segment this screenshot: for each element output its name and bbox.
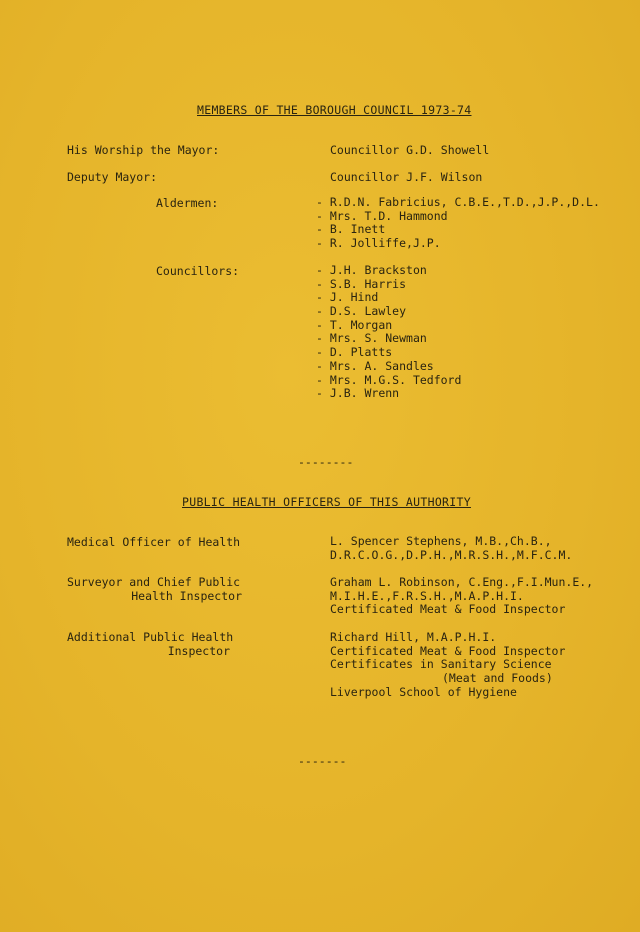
list-item: - Mrs. A. Sandles <box>316 360 461 374</box>
list-item: - J.B. Wrenn <box>316 387 461 401</box>
additional-inspector-details <box>330 631 565 699</box>
detail-line: Richard Hill, M.A.P.H.I. <box>330 630 497 644</box>
list-item: - T. Morgan <box>316 319 461 333</box>
detail-line: L. Spencer Stephens, M.B.,Ch.B., <box>330 534 552 548</box>
moh-details <box>330 535 572 562</box>
list-item: - Mrs. T.D. Hammond <box>316 210 600 224</box>
detail-line: Graham L. Robinson, C.Eng.,F.I.Mun.E., <box>330 575 594 589</box>
detail-line: (Meat and Foods) <box>442 671 553 686</box>
list-item: - R. Jolliffe,J.P. <box>316 237 600 251</box>
section-divider: ------- <box>298 754 347 768</box>
councillors-label: Councillors: <box>156 264 240 278</box>
label-line: Health Inspector <box>131 588 242 603</box>
detail-line: Certificated Meat & Food Inspector <box>330 643 566 658</box>
list-item: - J. Hind <box>316 291 461 305</box>
surveyor-details <box>330 576 593 617</box>
list-item: - Mrs. M.G.S. Tedford <box>316 374 461 388</box>
councillors-list <box>316 264 461 401</box>
deputy-mayor-value: Councillor J.F. Wilson <box>330 170 483 184</box>
detail-line: Certificated Meat & Food Inspector <box>330 602 566 617</box>
list-item: - B. Inett <box>316 223 600 237</box>
aldermen-list <box>316 196 600 251</box>
moh-label: Medical Officer of Health <box>67 535 241 549</box>
detail-line: Certificates in Sanitary Science <box>330 657 552 672</box>
label-line: Inspector <box>167 643 230 658</box>
council-heading: MEMBERS OF THE BOROUGH COUNCIL 1973-74 <box>197 103 472 117</box>
label-line: Surveyor and Chief Public <box>67 575 241 589</box>
list-item: - D.S. Lawley <box>316 305 461 319</box>
label-line: Additional Public Health <box>67 630 234 644</box>
list-item: - S.B. Harris <box>316 278 461 292</box>
list-item: - R.D.N. Fabricius, C.B.E.,T.D.,J.P.,D.L. <box>316 196 600 210</box>
detail-line: D.R.C.O.G.,D.P.H.,M.R.S.H.,M.F.C.M. <box>330 547 573 562</box>
surveyor-label <box>67 576 242 603</box>
aldermen-label: Aldermen: <box>156 196 219 210</box>
mayor-label: His Worship the Mayor: <box>67 143 220 157</box>
detail-line: M.I.H.E.,F.R.S.H.,M.A.P.H.I. <box>330 588 524 603</box>
deputy-mayor-label: Deputy Mayor: <box>67 170 158 184</box>
list-item: - Mrs. S. Newman <box>316 332 461 346</box>
officers-heading: PUBLIC HEALTH OFFICERS OF THIS AUTHORITY <box>182 495 471 509</box>
detail-line: Liverpool School of Hygiene <box>330 684 517 699</box>
mayor-value: Councillor G.D. Showell <box>330 143 490 157</box>
list-item: - J.H. Brackston <box>316 264 461 278</box>
list-item: - D. Platts <box>316 346 461 360</box>
additional-inspector-label <box>67 630 234 658</box>
section-divider: -------- <box>298 455 354 469</box>
